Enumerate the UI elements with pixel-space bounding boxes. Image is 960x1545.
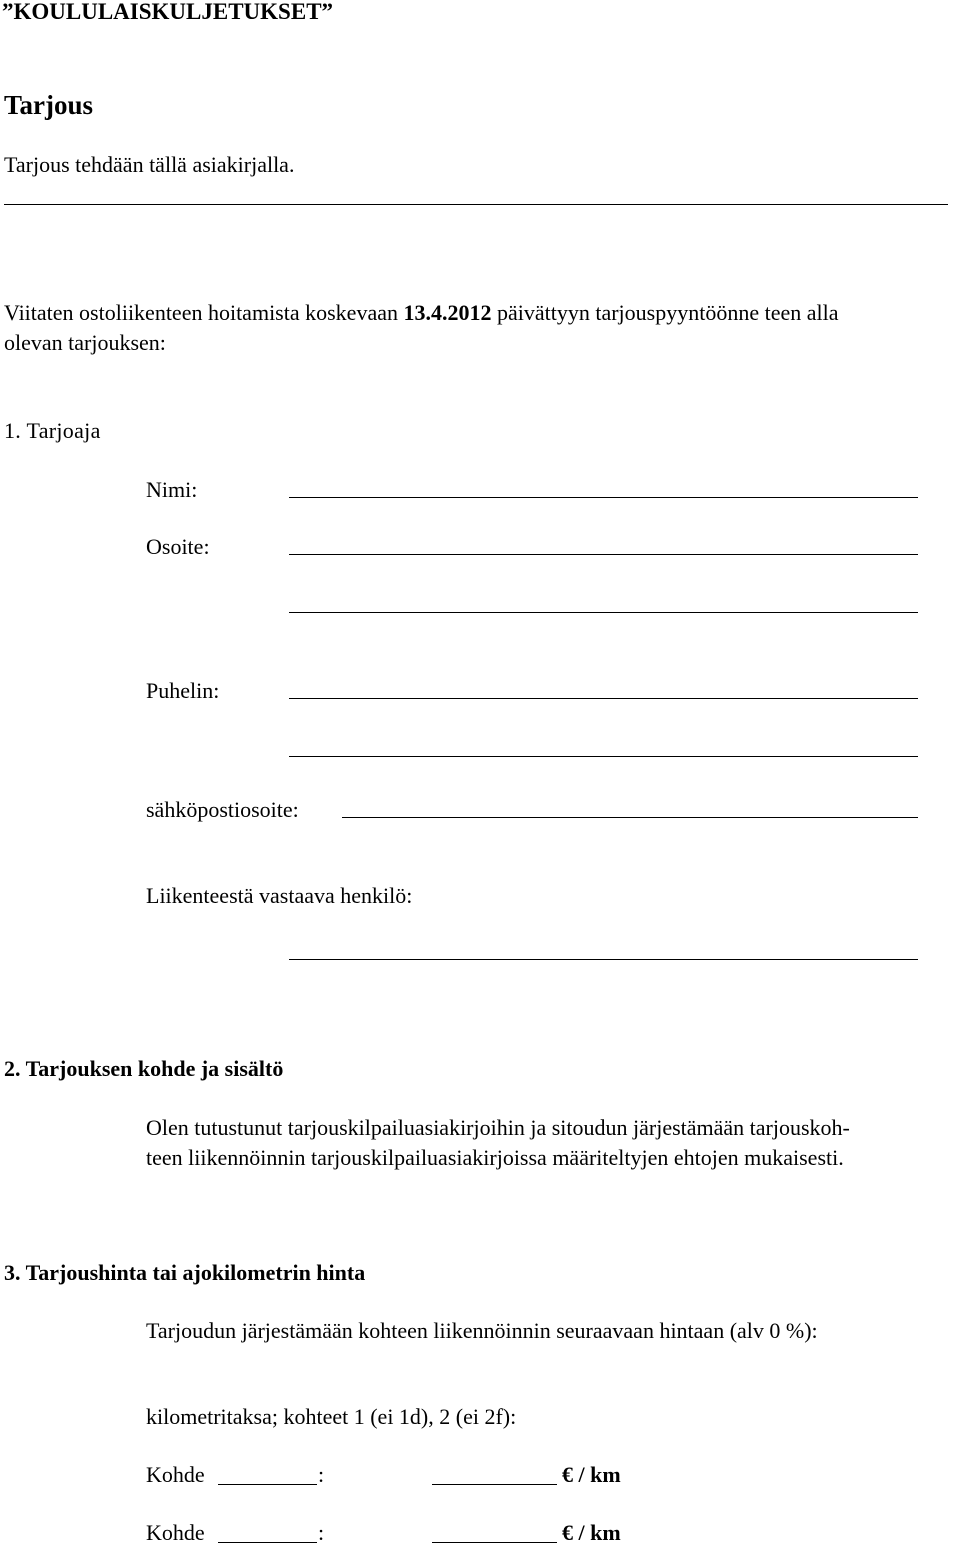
intro-text: Tarjous tehdään tällä asiakirjalla. [4, 152, 295, 177]
reference-suffix: päivättyyn tarjouspyyntöönne teen alla [491, 300, 839, 325]
reference-prefix: Viitaten ostoliikenteen hoitamista koskevaan [4, 300, 404, 325]
document-header-title: ”KOULULAISKULJETUKSET” [2, 0, 334, 24]
target-row-1-colon: : [318, 1462, 325, 1487]
name-label: Nimi: [146, 477, 198, 502]
target-row-2-field[interactable] [218, 1542, 317, 1543]
address-label: Osoite: [146, 534, 210, 559]
email-field[interactable] [342, 817, 918, 818]
reference-line-1 [4, 302, 839, 324]
reference-line-2: olevan tarjouksen: [4, 330, 166, 355]
km-rate-label: kilometritaksa; kohteet 1 (ei 1d), 2 (ei 2f): [146, 1404, 517, 1429]
page-title: Tarjous [4, 90, 94, 120]
phone-label: Puhelin: [146, 678, 220, 703]
name-field[interactable] [289, 497, 918, 498]
phone-field-line-2[interactable] [289, 756, 918, 757]
email-label: sähköpostiosoite: [146, 797, 299, 822]
price-row-1-unit: € / km [562, 1462, 621, 1487]
target-row-2-label: Kohde [146, 1520, 205, 1545]
section-1-title: 1. Tarjoaja [4, 418, 101, 443]
price-row-2-field[interactable] [432, 1542, 557, 1543]
price-row-1-field[interactable] [432, 1484, 557, 1485]
reference-date: 13.4.2012 [403, 300, 492, 325]
target-row-2-colon: : [318, 1520, 325, 1545]
target-row-1-field[interactable] [218, 1484, 317, 1485]
phone-field[interactable] [289, 698, 918, 699]
section-2-text-line-1: Olen tutustunut tarjouskilpailuasiakirjoihin ja sitoudun järjestämään tarjouskoh- [146, 1115, 850, 1140]
intro-divider [4, 204, 948, 205]
section-2-text-line-2: teen liikennöinnin tarjouskilpailuasiakirjoissa määriteltyjen ehtojen mukaisesti. [146, 1145, 844, 1170]
section-2-title: 2. Tarjouksen kohde ja sisältö [4, 1056, 284, 1081]
contact-person-label: Liikenteestä vastaava henkilö: [146, 883, 413, 908]
section-3-text: Tarjoudun järjestämään kohteen liikennöinnin seuraavaan hintaan (alv 0 %): [146, 1318, 818, 1343]
price-row-2-unit: € / km [562, 1520, 621, 1545]
contact-person-field[interactable] [289, 959, 918, 960]
address-field-line-2[interactable] [289, 612, 918, 613]
target-row-1-label: Kohde [146, 1462, 205, 1487]
section-3-title: 3. Tarjoushinta tai ajokilometrin hinta [4, 1260, 366, 1285]
address-field[interactable] [289, 554, 918, 555]
